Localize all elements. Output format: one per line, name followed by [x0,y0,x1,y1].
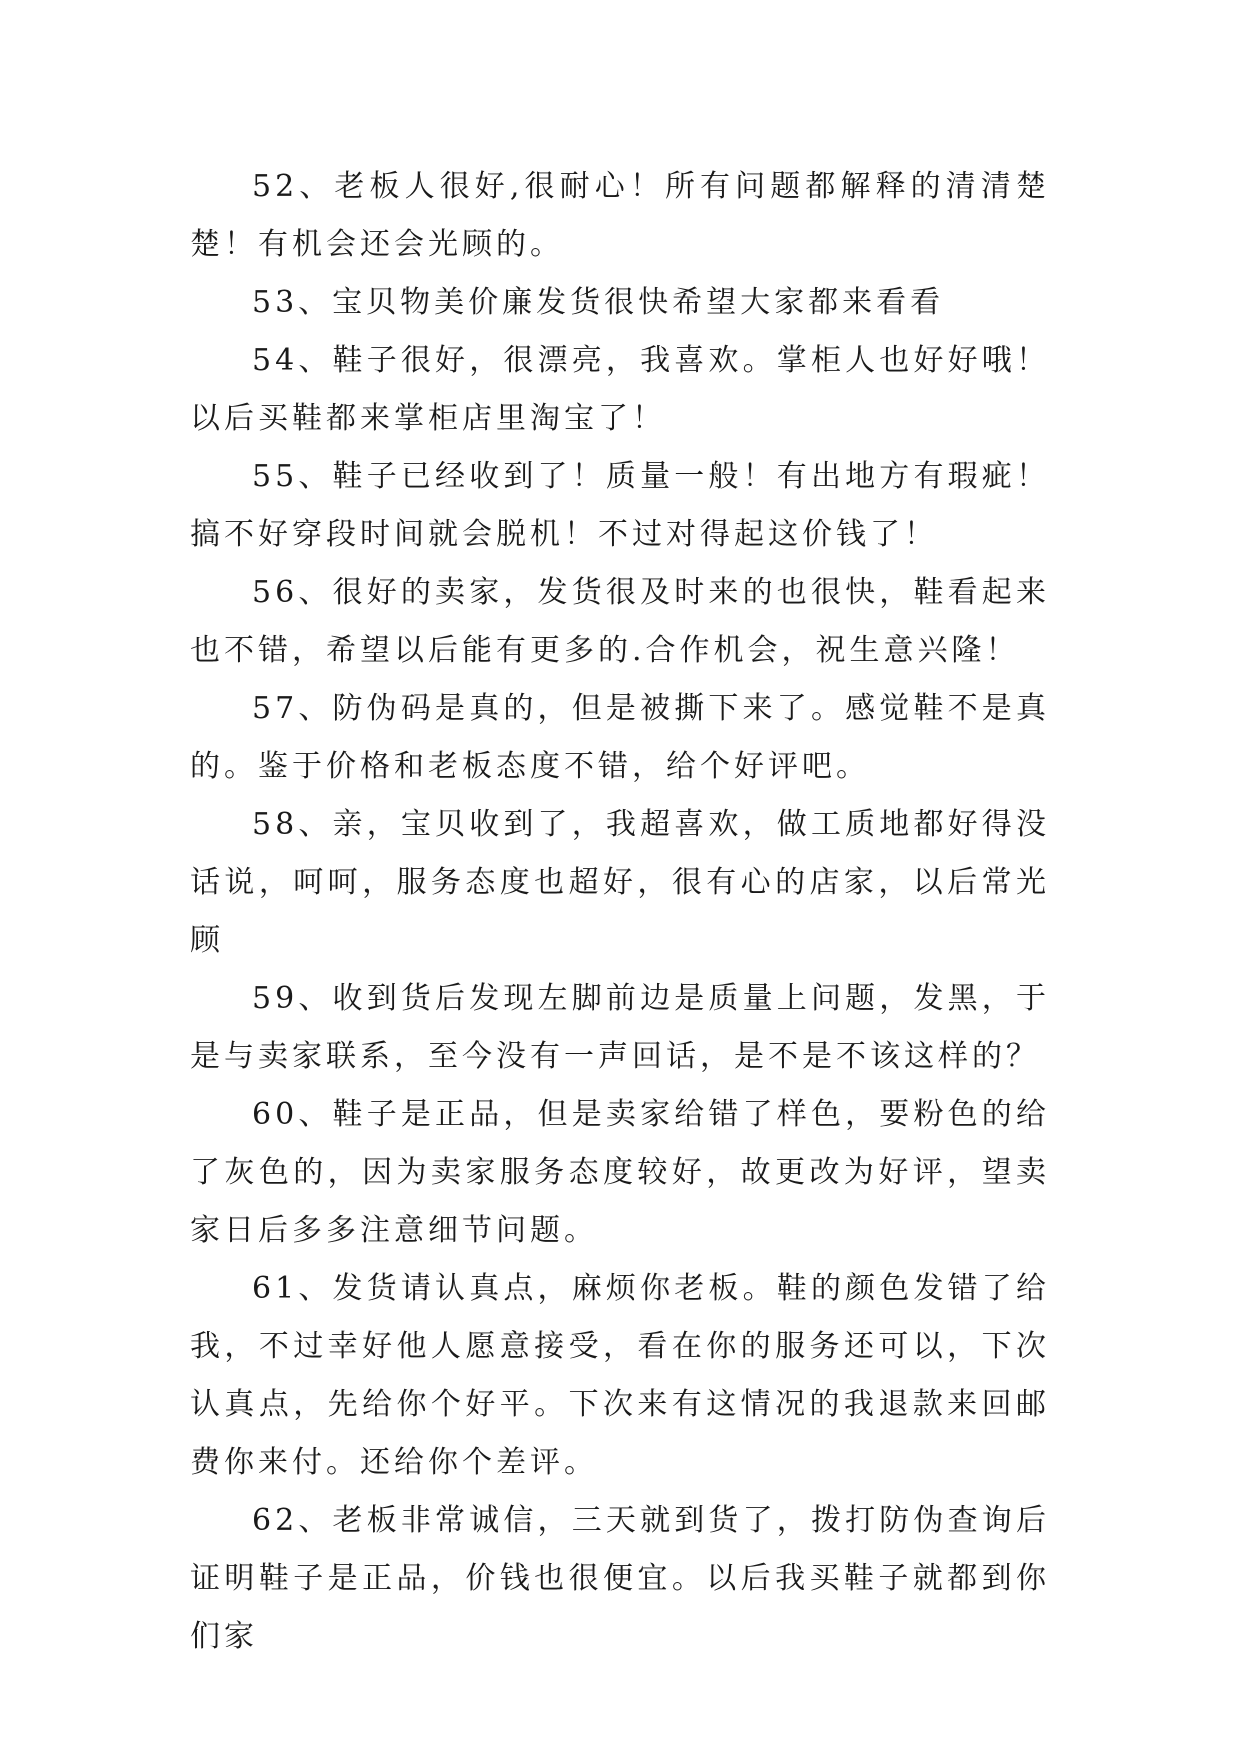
paragraph-52: 52、老板人很好,很耐心！所有问题都解释的清清楚楚！有机会还会光顾的。 [190,169,1050,262]
paragraph-60: 60、鞋子是正品，但是卖家给错了样色，要粉色的给了灰色的，因为卖家服务态度较好，故更改为好评，望卖家日后多多注意细节问题。 [190,1097,1050,1248]
paragraph-53: 53、宝贝物美价廉发货很快希望大家都来看看 [252,285,945,320]
paragraph-55: 55、鞋子已经收到了！质量一般！有出地方有瑕疵！搞不好穿段时间就会脱机！不过对得起这价钱了！ [190,459,1050,552]
paragraph-61: 61、发货请认真点，麻烦你老板。鞋的颜色发错了给我，不过幸好他人愿意接受，看在你的服务还可以，下次认真点，先给你个好平。下次来有这情况的我退款来回邮费你来付。还给你个差评。 [190,1271,1050,1480]
paragraph-59: 59、收到货后发现左脚前边是质量上问题，发黑，于是与卖家联系，至今没有一声回话，是不是不该这样的？ [190,981,1050,1074]
paragraph-57: 57、防伪码是真的，但是被撕下来了。感觉鞋不是真的。鉴于价格和老板态度不错，给个好评吧。 [190,691,1050,784]
document-body [190,158,1050,1666]
paragraph-56: 56、很好的卖家，发货很及时来的也很快，鞋看起来也不错，希望以后能有更多的.合作机会，祝生意兴隆！ [190,575,1050,668]
paragraph-58: 58、亲，宝贝收到了，我超喜欢，做工质地都好得没话说，呵呵，服务态度也超好，很有心的店家，以后常光顾 [190,807,1050,958]
paragraph-62: 62、老板非常诚信，三天就到货了，拨打防伪查询后证明鞋子是正品，价钱也很便宜。以后我买鞋子就都到你们家 [190,1503,1050,1654]
paragraph-54: 54、鞋子很好，很漂亮，我喜欢。掌柜人也好好哦！以后买鞋都来掌柜店里淘宝了！ [190,343,1050,436]
